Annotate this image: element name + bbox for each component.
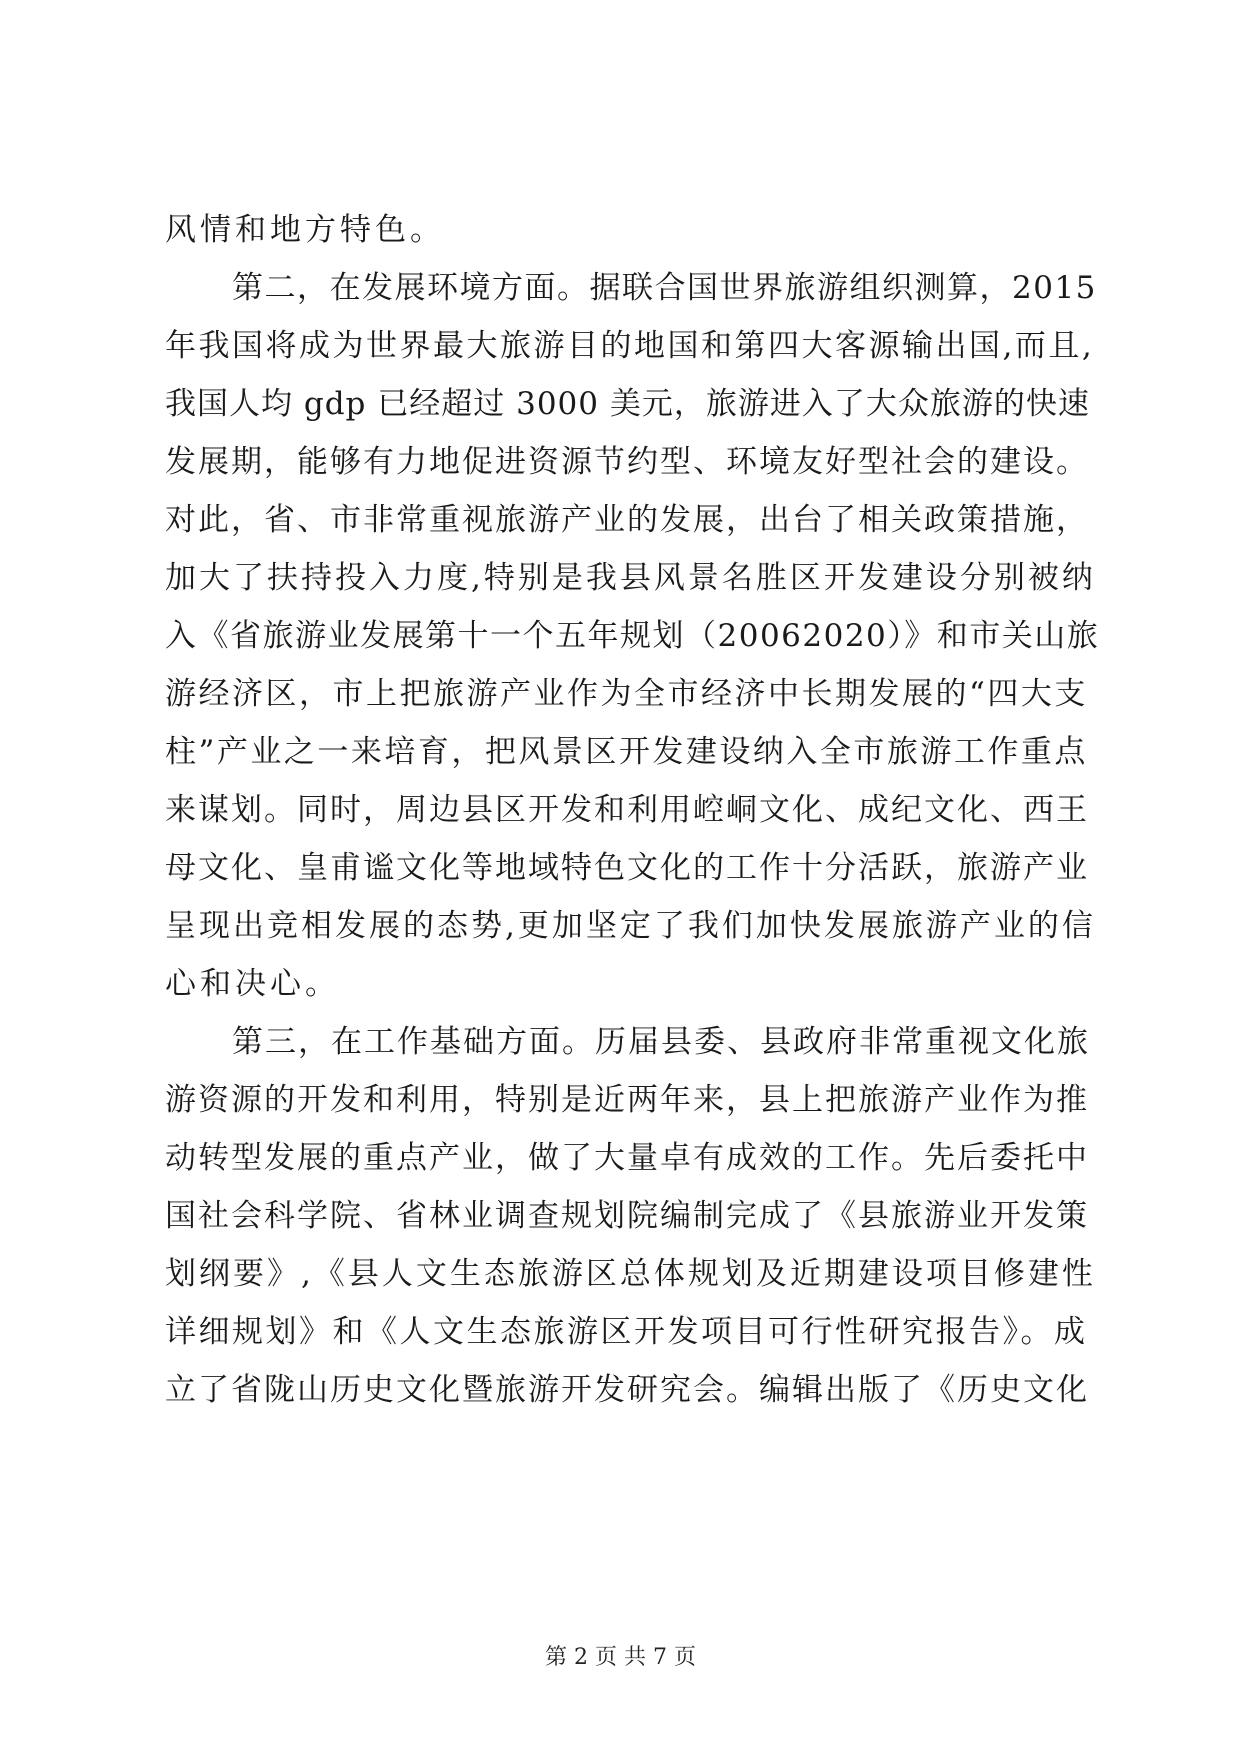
page-number-footer: 第 2 页 共 7 页 (545, 1645, 696, 1670)
text-line-14: 心和决心。 (165, 966, 340, 1002)
paragraph-start-line: 第二，在发展环境方面。据联合国世界旅游组织测算，2015 (232, 270, 1097, 306)
text-line-5: 发展期，能够有力地促进资源节约型、环境友好型社会的建设。 (165, 444, 1089, 480)
text-line-7: 加大了扶持投入力度,特别是我县风景名胜区开发建设分别被纳 (165, 560, 1096, 596)
text-line-4: 我国人均 gdp 已经超过 3000 美元，旅游进入了大众旅游的快速 (165, 386, 1090, 422)
text-line-13: 呈现出竞相发展的态势,更加坚定了我们加快发展旅游产业的信 (165, 908, 1096, 944)
text-line-8: 入《省旅游业发展第十一个五年规划（20062020）》和市关山旅 (165, 618, 1100, 654)
text-line-18: 国社会科学院、省林业调查规划院编制完成了《县旅游业开发策 (165, 1198, 1089, 1234)
text-line-16: 游资源的开发和利用，特别是近两年来，县上把旅游产业作为推 (165, 1082, 1089, 1118)
text-line-1: 风情和地方特色。 (165, 212, 445, 248)
text-line-11: 来谋划。同时，周边县区开发和利用崆峒文化、成纪文化、西王 (165, 792, 1089, 828)
text-line-19: 划纲要》,《县人文生态旅游区总体规划及近期建设项目修建性 (165, 1256, 1096, 1292)
text-line-21: 立了省陇山历史文化暨旅游开发研究会。编辑出版了《历史文化 (165, 1372, 1089, 1408)
text-line-9: 游经济区，市上把旅游产业作为全市经济中长期发展的“四大支 (165, 676, 1088, 712)
text-line-12: 母文化、皇甫谧文化等地域特色文化的工作十分活跃，旅游产业 (165, 850, 1089, 886)
text-line-17: 动转型发展的重点产业，做了大量卓有成效的工作。先后委托中 (165, 1140, 1089, 1176)
text-line-6: 对此，省、市非常重视旅游产业的发展，出台了相关政策措施， (165, 502, 1089, 538)
text-line-10: 柱”产业之一来培育，把风景区开发建设纳入全市旅游工作重点 (165, 734, 1088, 770)
paragraph-start-line: 第三，在工作基础方面。历届县委、县政府非常重视文化旅 (232, 1024, 1090, 1060)
text-line-20: 详细规划》和《人文生态旅游区开发项目可行性研究报告》。成 (165, 1314, 1088, 1350)
text-line-3: 年我国将成为世界最大旅游目的地国和第四大客源输出国,而且, (165, 328, 1095, 364)
